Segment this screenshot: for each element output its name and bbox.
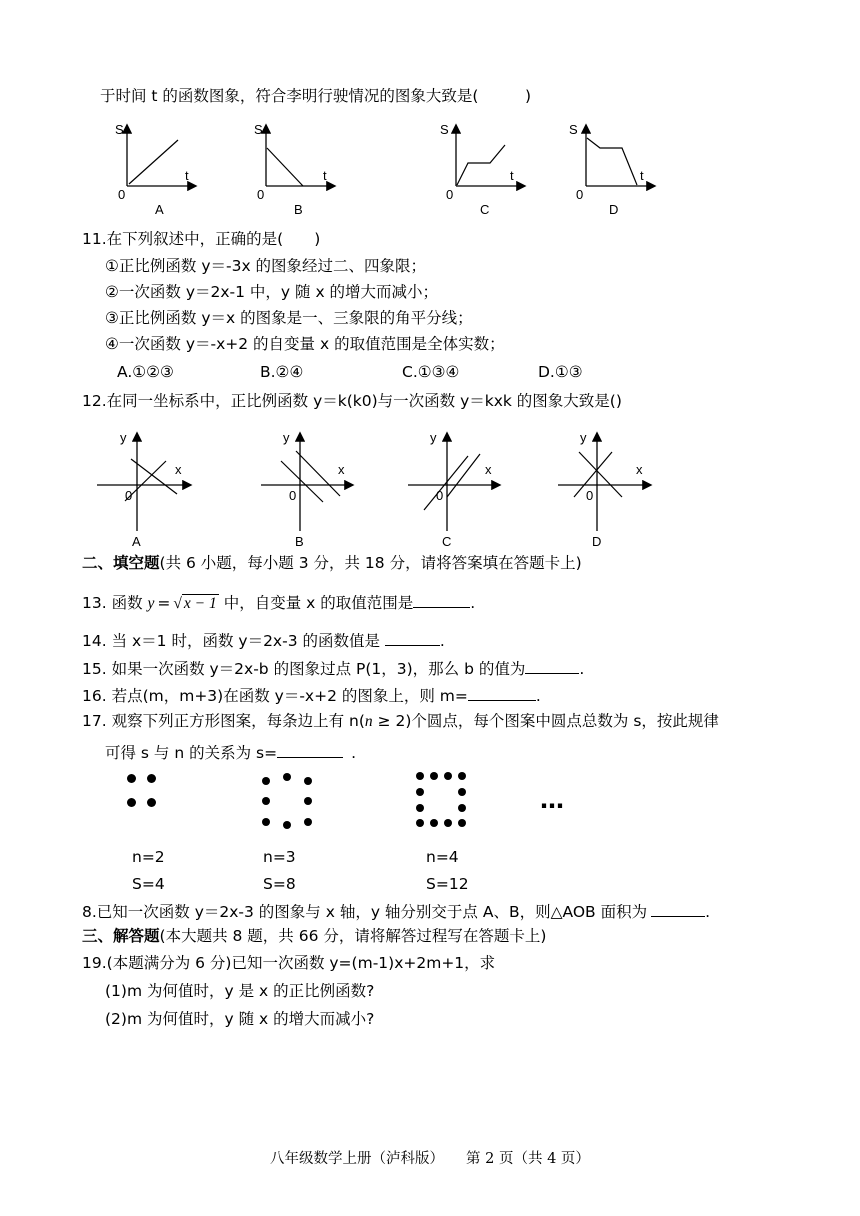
svg-text:0: 0 [436,488,444,503]
q11-option-d: D.①③ [538,363,583,381]
section-3-heading [82,926,546,946]
q12-stem: 12.在同一坐标系中，正比例函数 y＝k(k0)与一次函数 y＝kxk 的图象大致是() [82,392,622,410]
n-label-1: n=2 [132,848,165,866]
q17-answer-blank[interactable] [277,741,343,758]
svg-text:S: S [440,122,449,137]
n-label-2: n=3 [263,848,296,866]
svg-text:C: C [480,202,490,217]
q14-answer-blank[interactable] [385,629,440,646]
axis-s: S [115,122,124,137]
q19-stem: 19.(本题满分为 6 分)已知一次函数 y=(m-1)x+2m+1，求 [82,954,496,972]
svg-text:A: A [132,534,141,549]
dot-pattern-n2 [127,774,167,814]
graph-1a [115,122,195,217]
q17-line-1: 17. 观察下列正方形图案，每条边上有 n(n ≥ 2)个圆点，每个图案中圆点总数为 s，按此规律 [82,712,719,730]
svg-text:x: x [338,462,345,477]
q14: 14. 当 x＝1 时，函数 y＝2x-3 的函数值是 . [82,629,445,651]
svg-text:0: 0 [586,488,594,503]
svg-text:0: 0 [576,187,584,202]
graph-1d [569,122,654,217]
graph-1c [440,122,524,217]
q13: 13. 函数 y = √ x − 1 中，自变量 x 的取值范围是 . [82,591,475,615]
q11-stem: 11.在下列叙述中，正确的是( ) [82,230,321,248]
svg-text:y: y [283,430,290,445]
axis-t: t [185,168,189,183]
s-label-2: S=8 [263,875,296,893]
svg-text:y: y [430,430,437,445]
svg-text:0: 0 [289,488,297,503]
graph-2a [97,430,190,549]
q19-part-1: (1)m 为何值时，y 是 x 的正比例函数? [105,982,375,1000]
svg-text:S: S [254,122,263,137]
graph-1b [254,122,334,217]
graph-set-2 [0,424,860,554]
section-2-heading [82,553,582,573]
s-label-1: S=4 [132,875,165,893]
svg-text:0: 0 [125,488,133,503]
section-2-title: 二、填空题 [82,554,160,572]
svg-text:D: D [609,202,619,217]
section-3-desc: (本大题共 8 题，共 66 分，请将解答过程写在答题卡上) [159,927,547,945]
svg-text:t: t [510,168,514,183]
dot-pattern-n4 [416,772,476,832]
q11-option-a: A.①②③ [117,363,174,381]
svg-text:0: 0 [446,187,454,202]
sqrt-radicand: x − 1 [183,595,217,612]
svg-text:D: D [592,534,602,549]
q13-answer-blank[interactable] [413,591,470,608]
q17-line-2: 可得 s 与 n 的关系为 s= . [105,741,356,763]
s-label-3: S=12 [426,875,469,893]
section-2-desc: (共 6 小题，每小题 3 分，共 18 分，请将答案填在答题卡上) [159,554,582,572]
section-3-title: 三、解答题 [82,927,160,945]
graph-2c [408,430,499,549]
svg-text:B: B [294,202,303,217]
dot-ellipsis: … [540,786,564,814]
q11-item-2: ②一次函数 y＝2x-1 中，y 随 x 的增大而减小； [105,283,439,301]
q11-item-4: ④一次函数 y＝-x+2 的自变量 x 的取值范围是全体实数； [105,335,505,353]
svg-text:y: y [580,430,587,445]
q18-answer-blank[interactable] [651,900,705,917]
q19-part-2: (2)m 为何值时，y 随 x 的增大而减小? [105,1010,375,1028]
svg-text:t: t [323,168,327,183]
n-label-3: n=4 [426,848,459,866]
q16: 16. 若点(m，m+3)在函数 y＝-x+2 的图象上，则 m= . [82,684,541,706]
footer-book: 八年级数学上册（泸科版） [270,1151,445,1167]
q11-option-b: B.②④ [260,363,304,381]
q18: 8.已知一次函数 y＝2x-3 的图象与 x 轴，y 轴分别交于点 A、B，则△AOB 面积为 . [82,900,710,922]
q15: 15. 如果一次函数 y＝2x-b 的图象过点 P(1，3)，那么 b 的值为 . [82,657,584,679]
svg-text:t: t [640,168,644,183]
svg-text:C: C [442,534,452,549]
svg-text:B: B [295,534,304,549]
origin: 0 [118,187,126,202]
dot-pattern-n3 [260,773,320,833]
svg-text:y: y [120,430,127,445]
q10-tail: 于时间 t 的函数图象，符合李明行驶情况的图象大致是( ) [100,87,532,105]
q11-option-c: C.①③④ [402,363,460,381]
q11-item-1: ①正比例函数 y＝-3x 的图象经过二、四象限； [105,257,427,275]
q16-answer-blank[interactable] [468,684,536,701]
graph-label: A [155,202,164,217]
page-footer [0,1147,860,1168]
svg-text:0: 0 [257,187,265,202]
svg-text:x: x [636,462,643,477]
svg-text:x: x [485,462,492,477]
svg-text:S: S [569,122,578,137]
svg-text:x: x [175,462,182,477]
graph-2d [558,430,650,549]
footer-page: 第 2 页（共 4 页） [466,1151,590,1167]
q11-item-3: ③正比例函数 y＝x 的图象是一、三象限的角平分线； [105,309,473,327]
graph-2b [261,430,352,549]
q15-answer-blank[interactable] [525,657,579,674]
